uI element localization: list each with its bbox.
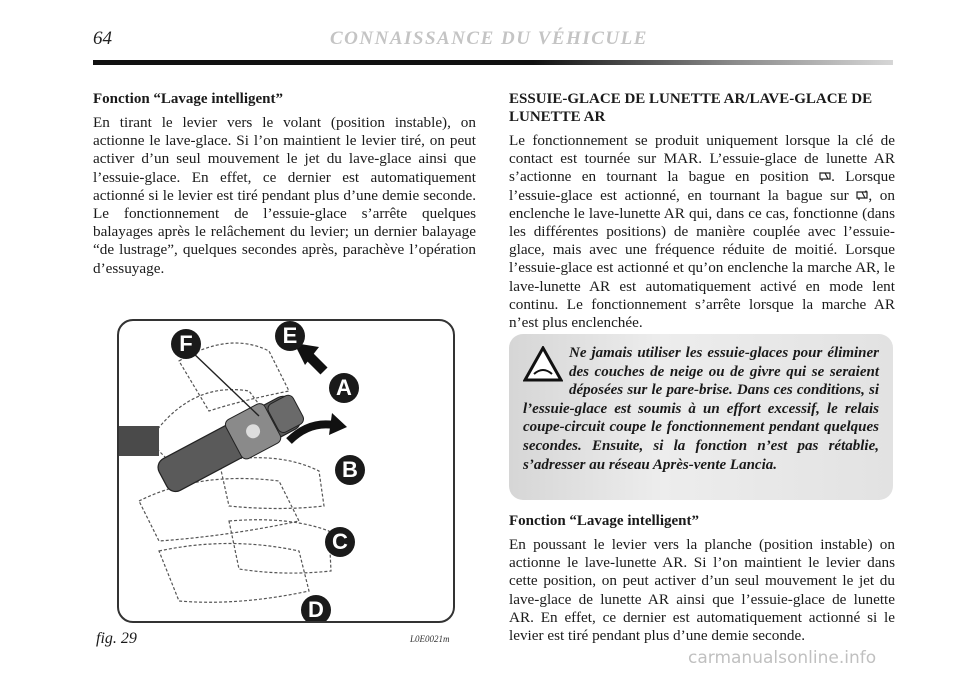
right-paragraph-part-2: . Lorsque l’essuie-glace est actionné, en tournant la bague sur xyxy=(509,168,895,204)
left-column xyxy=(93,90,476,278)
figure-label-e: E xyxy=(275,321,305,351)
figure-label-f: F xyxy=(171,329,201,359)
figure-label-c: C xyxy=(325,527,355,557)
right-paragraph xyxy=(509,132,895,332)
figure-label-b: B xyxy=(335,455,365,485)
figure-caption: fig. 29 xyxy=(96,630,137,647)
figure-label-d: D xyxy=(301,595,331,623)
right-column xyxy=(509,90,895,332)
watermark: carmanualsonline.info xyxy=(688,648,877,668)
page-number: 64 xyxy=(93,28,112,49)
right-paragraph-part-1: Le fonctionnement se produit uniquement lorsque la clé de contact est tournée sur MAR. L’essuie-glace de lunette AR s’actionne en tournant la bague en position xyxy=(509,132,895,186)
chapter-title: CONNAISSANCE DU VÉHICULE xyxy=(330,28,648,49)
figure-code: L0E0021m xyxy=(410,634,450,644)
rear-wiper-icon xyxy=(819,171,831,182)
left-heading: Fonction “Lavage intelligent” xyxy=(93,91,283,107)
rear-washer-icon xyxy=(856,190,868,201)
header-rule xyxy=(93,60,893,65)
warning-box xyxy=(509,334,893,500)
figure-label-a: A xyxy=(329,373,359,403)
wiper-stalk-illustration xyxy=(119,321,453,621)
subsection-heading: Fonction “Lavage intelligent” xyxy=(509,513,699,529)
left-paragraph: En tirant le levier vers le volant (position instable), on actionne le lave-glace. Si l’on maintient le levier tiré, on peut activer d’un seul mouvement le jet du lave-glace ainsi que l’essuie-glace. En effet, ce dernier est automatiquement actionné si le levier est tiré pendant plus d’une demie seconde. Le fonctionnement de l’essuie-glace s’arrête quelques balayages après le relâchement du levier; un dernier balayage “de lustrage”, quelques secondes après, parachève l’opération d’essuyage. xyxy=(93,114,476,277)
right-paragraph-part-3: , on enclenche le lave-lunette AR qui, dans ce cas, fonctionne (dans les différentes positions) de manière couplée avec l’essuie-glace, mais avec une fréquence réduite de moitié. Lorsque l’essuie-glace est actionné et qu’on enclenche la marche AR, le lave-lunette AR est automatiquement activé en mode lent continu. Le fonctionnement s’arrête lorsque la marche AR n’est plus enclenchée. xyxy=(509,186,895,332)
subsection xyxy=(509,512,895,645)
figure-box xyxy=(117,319,455,623)
right-heading: ESSUIE-GLACE DE LUNETTE AR/LAVE-GLACE DE LUNETTE AR xyxy=(509,91,873,125)
subsection-paragraph: En poussant le levier vers la planche (position instable) on actionne le lave-lunette AR. Si l’on maintient le levier dans cette position, on peut activer d’un seul mouvement le jet du lave-glace de lunette AR ainsi que l’essuie-glace de lunette AR. En effet, ce dernier est automatiquement actionné si le levier est tiré pendant plus d’une demie seconde. xyxy=(509,536,895,645)
warning-text: Ne jamais utiliser les essuie-glaces pour éliminer des couches de neige ou de givre qui se seraient déposées sur le pare-brise. Dans ces conditions, si l’essuie-glace est soumis à un effort excessif, le relais coupe-circuit coupe le fonctionnement pendant quelques secondes. Ensuite, si la fonction n’est pas rétablie, s’adresser au réseau Après-vente Lancia. xyxy=(523,345,879,473)
